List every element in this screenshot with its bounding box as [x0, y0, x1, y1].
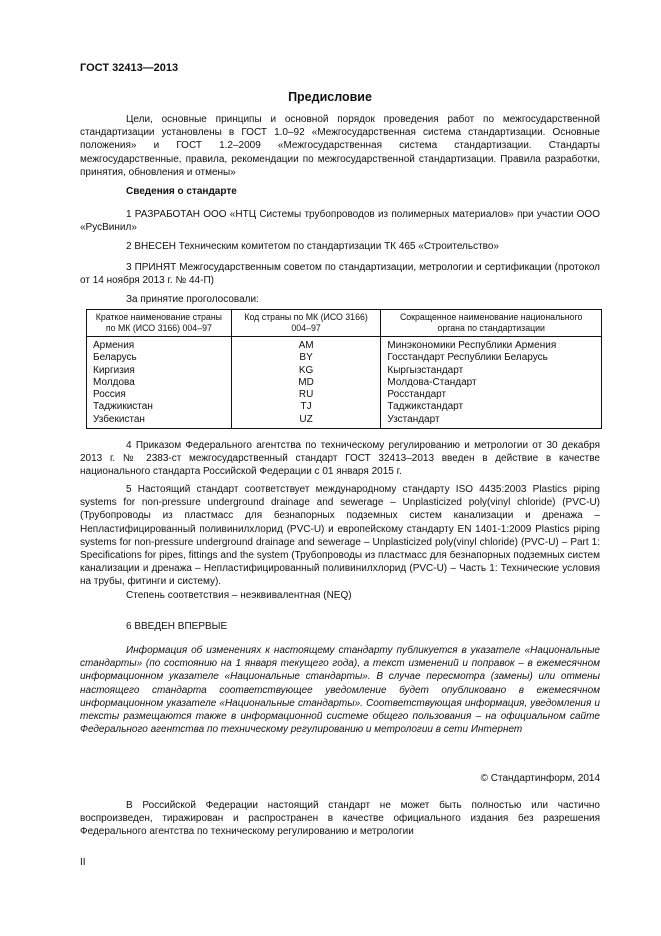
country-code: AM — [231, 337, 381, 353]
item-6-first-introduced: 6 ВВЕДЕН ВПЕРВЫЕ — [126, 621, 228, 632]
page-title: Предисловие — [288, 90, 372, 104]
national-body: Узстандарт — [381, 414, 602, 429]
national-body: Таджикстандарт — [381, 401, 602, 413]
header-national-body: Сокращенное наименование национального органа по стандартизации — [381, 310, 602, 337]
country-name: Молдова — [87, 377, 232, 389]
national-body: Минэкономики Республики Армения — [381, 337, 602, 353]
item-3-adopted: 3 ПРИНЯТ Межгосударственным советом по стандартизации, метрологии и сертификации (протокол от 14 ноября 2013 г. № 44-П) — [80, 262, 600, 287]
table-row — [87, 377, 602, 389]
item-4-order: 4 Приказом Федерального агентства по техническому регулированию и метрологии от 30 декабря 2013 г. № 2383-ст межгосударственный стандарт ГОСТ 32413–2013 введен в действие в качестве национального стандарта Российской Федерации с 01 января 2015 г. — [80, 440, 600, 478]
country-code: KG — [231, 365, 381, 377]
country-name: Армения — [87, 337, 232, 353]
header-country-name: Краткое наименование страны по МК (ИСО 3166) 004–97 — [87, 310, 232, 337]
compliance-degree: Степень соответствия – неэквивалентная (NEQ) — [126, 590, 352, 601]
country-code: TJ — [231, 401, 381, 413]
country-name: Россия — [87, 389, 232, 401]
copyright: © Стандартинформ, 2014 — [480, 773, 600, 784]
standard-code: ГОСТ 32413—2013 — [80, 62, 179, 74]
country-code: UZ — [231, 414, 381, 429]
country-name: Узбекистан — [87, 414, 232, 429]
country-code: RU — [231, 389, 381, 401]
header-country-code: Код страны по МК (ИСО 3166) 004–97 — [231, 310, 381, 337]
reproduction-restriction: В Российской Федерации настоящий стандарт не может быть полностью или частично воспроизведен, тиражирован и распространен в качестве официального издания без разрешения Федерального агентства по техническому регулированию и метрологии — [80, 800, 600, 838]
table-row — [87, 352, 602, 364]
country-code: BY — [231, 352, 381, 364]
country-name: Беларусь — [87, 352, 232, 364]
intro-paragraph: Цели, основные принципы и основной порядок проведения работ по межгосударственной стандартизации установлены в ГОСТ 1.0–92 «Межгосударственная система стандартизации. Основные положения» и ГОСТ 1.2–2009 «Межгосударственная система стандартизации. Стандарты межгосударственные, правила, рекомендации по межгосударственной стандартизации. Правила разработки, принятия, обновления и отмены» — [80, 114, 600, 178]
page-number: II — [80, 857, 86, 868]
item-5-compliance: 5 Настоящий стандарт соответствует международному стандарту ISO 4435:2003 Plastics piping systems for non-pressure underground drainage and sewerage – Unplasticized poly(vinyl chloride) (PVC-U) (Трубопроводы из пластмасс для безнапорных подземных систем канализации и дренажа – Непластифицированный поливинилхлорид (PVC-U) и европейскому стандарту EN 1401-1:2009 Plastics piping systems for non-pressure underground drainage and sewerage – Unplasticized poly(vinyl chloride) (PVC-U) – Part 1: Specifications for pipes, fittings and the system (Трубопроводы из пластмасс для безнапорных подземных систем канализации и дренажа – Непластифицированный поливинилхлорид (PVC-U) – Часть 1: Технические условия на трубы, фитинги и систему). — [80, 484, 600, 588]
table-row — [87, 389, 602, 401]
item-1-developed: 1 РАЗРАБОТАН ООО «НТЦ Системы трубопроводов из полимерных материалов» при участии ООО «РусВинил» — [80, 209, 600, 234]
vote-table-header-row — [87, 310, 602, 337]
national-body: Росстандарт — [381, 389, 602, 401]
changes-notice: Информация об изменениях к настоящему стандарту публикуется в указателе «Национальные стандарты» (по состоянию на 1 января текущего года), а текст изменений и поправок – в ежемесячном информационном указателе «Национальные стандарты». В случае пересмотра (замены) или отмены настоящего стандарта соответствующее уведомление будет опубликовано в ежемесячном информационном указателе «Национальные стандарты». Соответствующая информация, уведомления и тексты размещаются также в информационной системе общего пользования – на официальном сайте Федерального агентства по техническому регулированию и метрологии в сети Интернет — [80, 645, 600, 736]
country-name: Киргизия — [87, 365, 232, 377]
national-body: Кыргызстандарт — [381, 365, 602, 377]
item-2-introduced: 2 ВНЕСЕН Техническим комитетом по стандартизации ТК 465 «Строительство» — [126, 241, 499, 252]
vote-label: За принятие проголосовали: — [126, 294, 259, 305]
country-code: MD — [231, 377, 381, 389]
info-heading: Сведения о стандарте — [126, 186, 237, 197]
table-row — [87, 365, 602, 377]
national-body: Молдова-Стандарт — [381, 377, 602, 389]
table-row — [87, 337, 602, 353]
country-name: Таджикистан — [87, 401, 232, 413]
national-body: Госстандарт Республики Беларусь — [381, 352, 602, 364]
table-row — [87, 414, 602, 429]
table-row — [87, 401, 602, 413]
vote-table — [86, 309, 602, 429]
